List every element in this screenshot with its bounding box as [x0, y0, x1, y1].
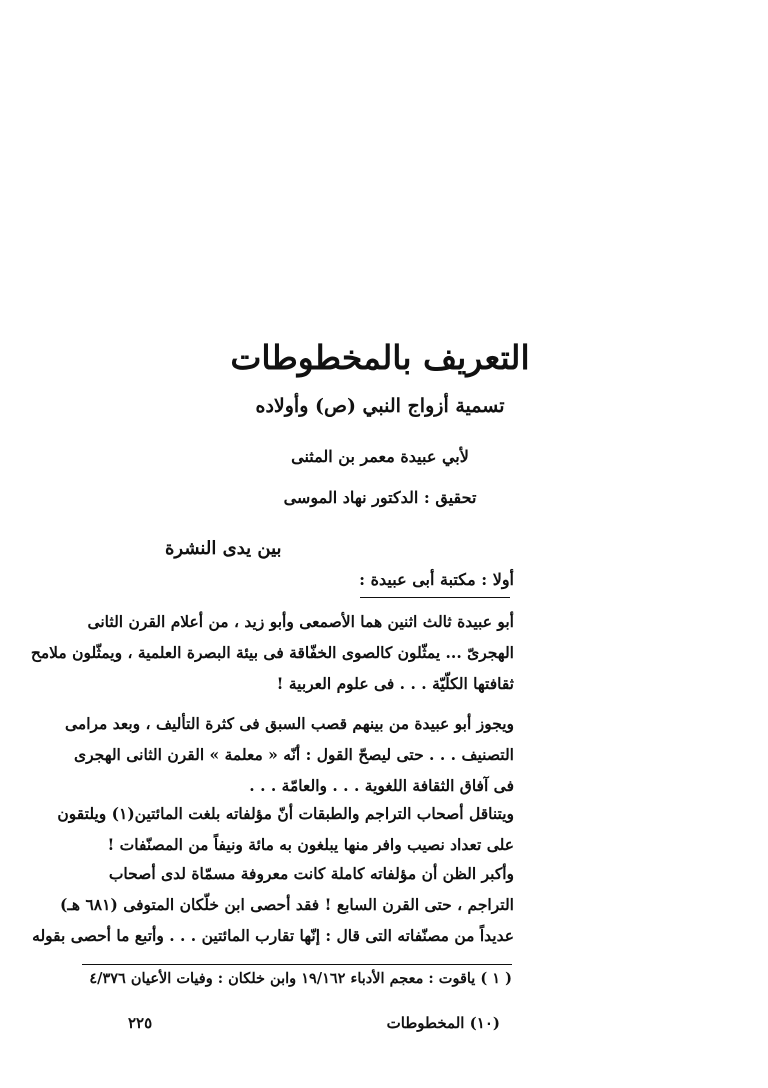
paragraph-2 [64, 708, 514, 801]
text-line: عديداً من مصنّفاته التى قال : إنّها تقارب المائتين . . . وأتبع ما أحصى بقوله [32, 926, 514, 945]
text-line: فى آفاق الثقافة اللغوية . . . والعامّة . . . [249, 776, 514, 795]
text-line: ويتناقل أصحاب التراجم والطبقات أنّ مؤلفاته بلغت المائتين(١) ويلتقون [57, 804, 514, 823]
running-title: (١٠) المخطوطات [386, 1014, 500, 1032]
text-line: أبو عبيدة ثالث اثنين هما الأصمعى وأبو زيد ، من أعلام القرن الثانى [87, 612, 514, 631]
intro-heading: بين يدى النشرة [165, 538, 282, 559]
manuscript-subtitle: تسمية أزواج النبي (ص) وأولاده [255, 395, 505, 417]
editor-line: تحقيق : الدكتور نهاد الموسى [283, 488, 477, 507]
text-line: الهجرىّ ... يمثّلون كالصوى الخفّاقة فى بيئة البصرة العلمية ، ويمثّلون ملامح [30, 643, 514, 662]
text-line: ثقافتها الكلّيّة . . . فى علوم العربية ! [276, 674, 514, 693]
page-title: التعريف بالمخطوطات [230, 338, 530, 377]
section-underline [360, 597, 510, 598]
author-line: لأبي عبيدة معمر بن المثنى [291, 447, 469, 466]
page-number: ٢٢٥ [128, 1014, 153, 1032]
paragraph-1 [30, 606, 514, 699]
text-line: وأكبر الظن أن مؤلفاته كاملة كانت معروفة مسمّاة لدى أصحاب [108, 864, 514, 883]
text-line: ويجوز أبو عبيدة من بينهم قصب السبق فى كثرة التأليف ، وبعد مرامى [64, 714, 514, 733]
text-line: التراجم ، حتى القرن السابع ! فقد أحصى ابن خلّكان المتوفى (٦٨١ هـ) [60, 895, 514, 914]
text-line: على تعداد نصيب وافر منها يبلغون به مائة ونيفاً من المصنّفات ! [107, 835, 514, 854]
section-heading: أولا : مكتبة أبى عبيدة : [359, 570, 514, 589]
text-line: التصنيف . . . حتى ليصحّ القول : أنّه « معلمة » القرن الثانى الهجرى [74, 745, 514, 764]
paragraph-3 [57, 798, 514, 860]
paragraph-4 [32, 858, 514, 951]
footnote: ( ١ ) ياقوت : معجم الأدباء ١٩/١٦٢ وابن خلكان : وفيات الأعيان ٤/٣٧٦ [89, 970, 512, 987]
